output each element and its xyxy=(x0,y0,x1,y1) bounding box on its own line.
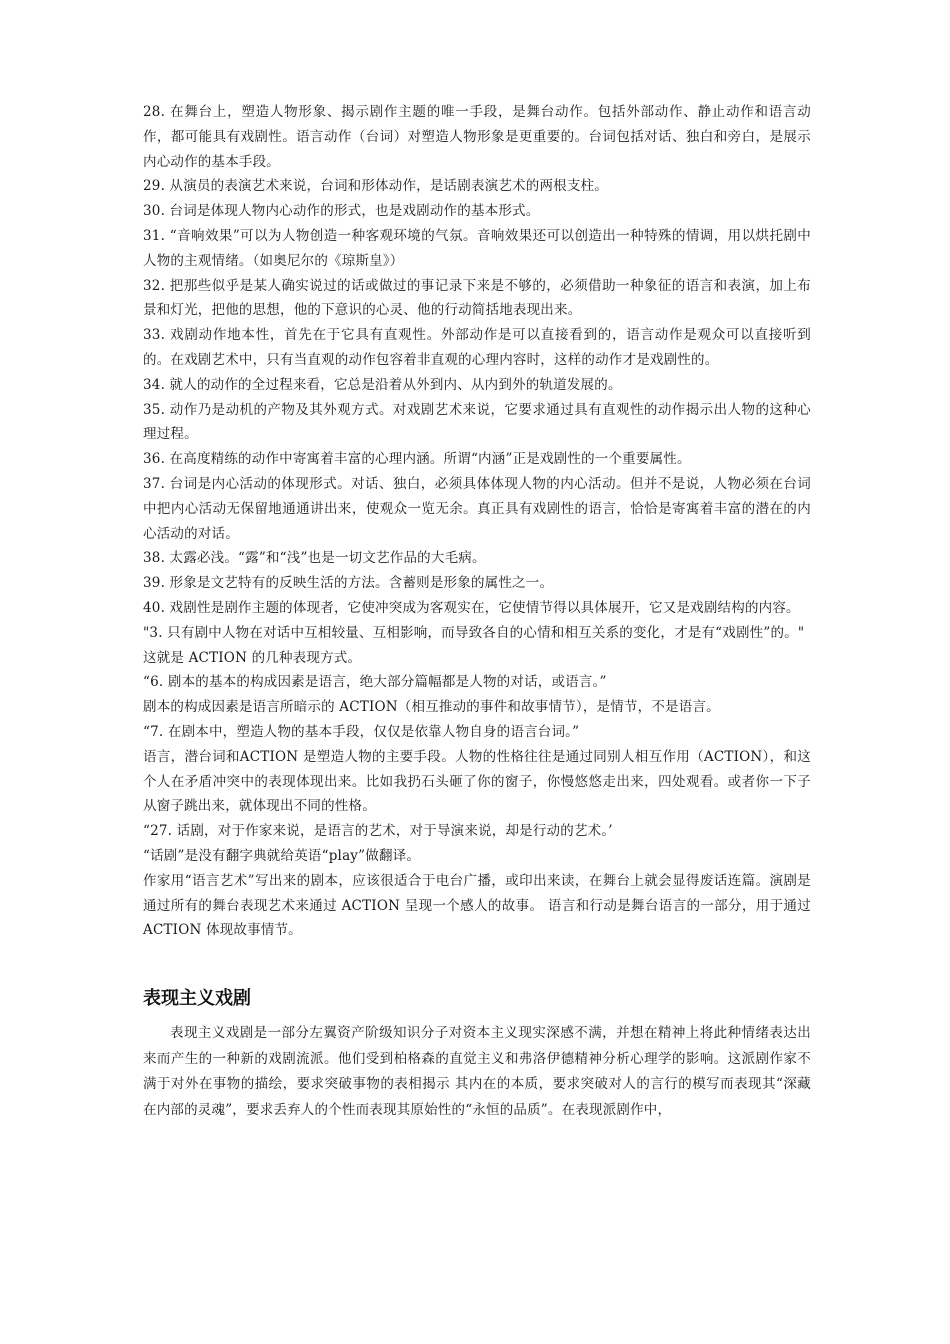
paragraph-33: 33. 戏剧动作地本性，首先在于它具有直观性。外部动作是可以直接看到的，语言动作是观众可以直接听到的。在戏剧艺术中，只有当直观的动作包容着非直观的心理内容时，这样的动作才是戏剧性的。 xyxy=(143,327,811,368)
quote-3: "3. 只有剧中人物在对话中互相较量、互相影响，而导致各自的心情和相互关系的变化，才是有“戏剧性”的。" xyxy=(143,624,805,641)
paragraph-40: 40. 戏剧性是剧作主题的体现者，它使冲突成为客观实在，它使情节得以具体展开，它又是戏剧结构的内容。 xyxy=(143,599,800,616)
notes-list xyxy=(143,100,811,943)
quote-7: “7. 在剧本中，塑造人物的基本手段，仅仅是依靠人物自身的语言台词。” xyxy=(143,723,580,740)
paragraph-36: 36. 在高度精练的动作中寄寓着丰富的心理内涵。所谓“内涵”正是戏剧性的一个重要属性。 xyxy=(143,451,691,468)
document-page xyxy=(143,100,811,1123)
quote-6: “6. 剧本的基本的构成因素是语言，绝大部分篇幅都是人物的对话，或语言。” xyxy=(143,674,607,691)
section-body: 表现主义戏剧是一部分左翼资产阶级知识分子对资本主义现实深感不满，并想在精神上将此种情绪表达出来而产生的一种新的戏剧流派。他们受到柏格森的直觉主义和弗洛伊德精神分析心理学的影响。这派剧作家不满于对外在事物的描绘，要求突破事物的表相揭示 其内在的本质，要求突破对人的言行的模写而表现其“深藏在内部的灵魂”，要求丢弃人的个性而表现其原始性的“永恒的品质”。在表现派剧作中， xyxy=(143,1025,811,1118)
paragraph-31: 31. “音响效果”可以为人物创造一种客观环境的气氛。音响效果还可以创造出一种特殊的情调，用以烘托剧中人物的主观情绪。（如奥尼尔的《琼斯皇》） xyxy=(143,227,811,269)
paragraph-28: 28. 在舞台上，塑造人物形象、揭示剧作主题的唯一手段，是舞台动作。包括外部动作、静止动作和语言动作，都可能具有戏剧性。语言动作（台词）对塑造人物形象是更重要的。台词包括对话、独白和旁白，是展示内心动作的基本手段。 xyxy=(143,104,811,170)
comment-action-forms: 这就是 ACTION 的几种表现方式。 xyxy=(143,649,362,666)
paragraph-38: 38. 太露必浅。“露”和“浅”也是一切文艺作品的大毛病。 xyxy=(143,550,486,567)
comment-7: 语言，潜台词和ACTION 是塑造人物的主要手段。人物的性格往往是通过同别人相互作用（ACTION），和这个人在矛盾冲突中的表现体现出来。比如我扔石头砸了你的窗子，你慢悠悠走出来，四处观看。或者你一下子从窗子跳出来，就体现出不同的性格。 xyxy=(143,748,811,815)
paragraph-30: 30. 台词是体现人物内心动作的形式，也是戏剧动作的基本形式。 xyxy=(143,203,540,220)
paragraph-29: 29. 从演员的表演艺术来说，台词和形体动作，是话剧表演艺术的两根支柱。 xyxy=(143,178,608,195)
quote-27: “27. 话剧，对于作家来说，是语言的艺术，对于导演来说，却是行动的艺术。’ xyxy=(143,823,613,840)
section-heading: 表现主义戏剧 xyxy=(143,988,251,1010)
paragraph-35: 35. 动作乃是动机的产物及其外观方式。对戏剧艺术来说，它要求通过具有直观性的动作揭示出人物的这种心理过程。 xyxy=(143,401,811,443)
paragraph-34: 34. 就人的动作的全过程来看，它总是沿着从外到内、从内到外的轨道发展的。 xyxy=(143,376,622,393)
paragraph-39: 39. 形象是文艺特有的反映生活的方法。含蓄则是形象的属性之一。 xyxy=(143,575,554,592)
comment-6: 剧本的构成因素是语言所暗示的 ACTION（相互推动的事件和故事情节），是情节，不是语言。 xyxy=(143,699,720,716)
comment-27-translation: “话剧”是没有翻字典就给英语“play”做翻译。 xyxy=(143,847,421,864)
paragraph-37: 37. 台词是内心活动的体现形式。对话、独白，必须具体体现人物的内心活动。但并不是说，人物必须在台词中把内心活动无保留地通通讲出来，使观众一览无余。真正具有戏剧性的语言，恰恰是寄寓着丰富的潜在的内心活动的对话。 xyxy=(143,475,811,542)
paragraph-32: 32. 把那些似乎是某人确实说过的话或做过的事记录下来是不够的，必须借助一种象征的语言和表演，加上布景和灯光，把他的思想，他的下意识的心灵、他的行动简括地表现出来。 xyxy=(143,277,811,319)
comment-27-language-art: 作家用“语言艺术”写出来的剧本，应该很适合于电台广播，或印出来读，在舞台上就会显得废话连篇。演剧是通过所有的舞台表现艺术来通过 ACTION 呈现一个感人的故事。 语言和行动是舞台语言的一部分，用于通过 ACTION 体现故事情节。 xyxy=(143,872,811,939)
